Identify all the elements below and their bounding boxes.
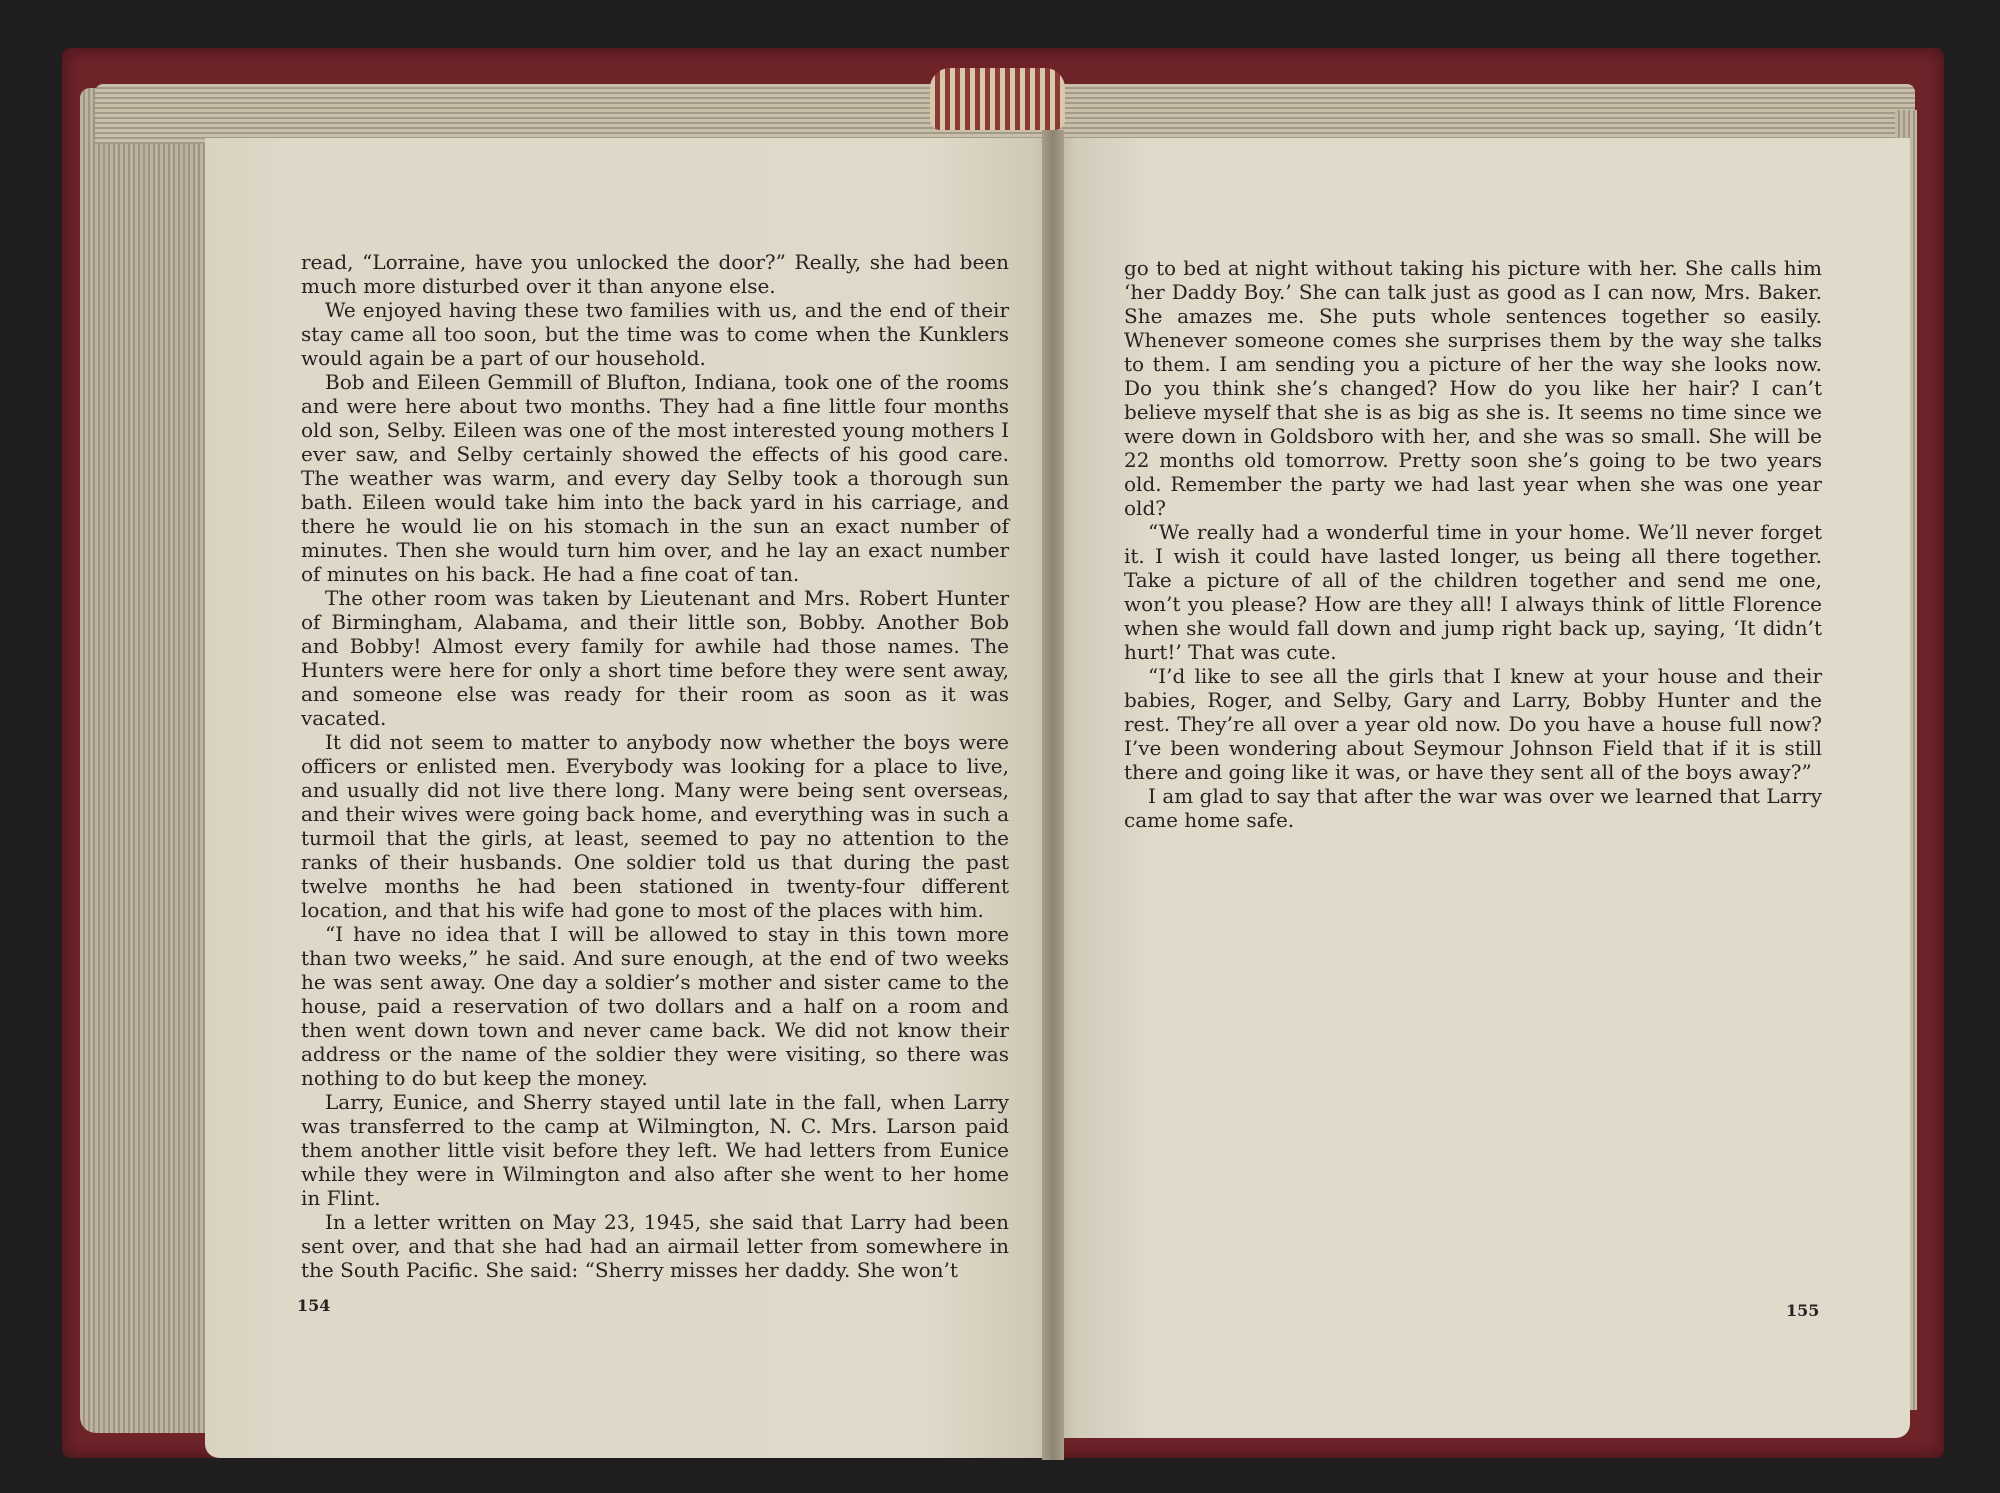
book-gutter [1042, 130, 1064, 1460]
page-edges-top-right [1055, 84, 1915, 140]
paragraph: read, “Lorraine, have you unlocked the door?” Really, she had been much more disturbed over it than anyone else. [301, 250, 1009, 298]
page-edges-top-left [95, 84, 1045, 144]
paragraph: In a letter written on May 23, 1945, she said that Larry had been sent over, and that she had had an airmail letter from somewhere in the South Pacific. She said: “Sherry misses her daddy. She won’t [301, 1210, 1009, 1282]
book-headband [930, 68, 1065, 130]
paragraph: It did not seem to matter to anybody now whether the boys were officers or enlisted men. Everybody was looking for a place to live, and usually did not live there long. Many were being sent overseas, and their wives were going back home, and everything was in such a turmoil that the girls, at least, seemed to pay no attention to the ranks of their husbands. One soldier told us that during the past twelve months he had been stationed in twenty-four different location, and that his wife had gone to most of the places with him. [301, 730, 1009, 922]
paragraph: go to bed at night without taking his picture with her. She calls him ‘her Daddy Boy.’ She can talk just as good as I can now, Mrs. Baker. She amazes me. She puts whole sentences together so easily. Whenever someone comes she surprises them by the way she talks to them. I am sending you a picture of her the way she looks now. Do you think she’s changed? How do you like her hair? I can’t believe myself that she is as big as she is. It seems no time since we were down in Goldsboro with her, and she was so small. She will be 22 months old tomorrow. Pretty soon she’s going to be two years old. Remember the party we had last year when she was one year old? [1124, 256, 1822, 520]
paragraph: Larry, Eunice, and Sherry stayed until late in the fall, when Larry was transferred to the camp at Wilmington, N. C. Mrs. Larson paid them another little visit before they left. We had letters from Eunice while they were in Wilmington and also after she went to her home in Flint. [301, 1090, 1009, 1210]
page-number: 155 [1786, 1301, 1820, 1320]
right-page-text [1124, 256, 1822, 832]
paragraph: “We really had a wonderful time in your home. We’ll never forget it. I wish it could have lasted longer, us being all there together. Take a picture of all of the children together and send me one, won’t you please? How are they all! I always think of little Florence when she would fall down and jump right back up, saying, ‘It didn’t hurt!’ That was cute. [1124, 520, 1822, 664]
right-page [1050, 138, 1910, 1438]
paragraph: We enjoyed having these two families with us, and the end of their stay came all too soon, but the time was to come when the Kunklers would again be a part of our household. [301, 298, 1009, 370]
paragraph: Bob and Eileen Gemmill of Blufton, Indiana, took one of the rooms and were here about two months. They had a fine little four months old son, Selby. Eileen was one of the most interested young mothers I ever saw, and Selby certainly showed the effects of his good care. The weather was warm, and every day Selby took a thorough sun bath. Eileen would take him into the back yard in his carriage, and there he would lie on his stomach in the sun an exact number of minutes. Then she would turn him over, and he lay an exact number of minutes on his back. He had a fine coat of tan. [301, 370, 1009, 586]
paragraph: “I’d like to see all the girls that I knew at your house and their babies, Roger, and Selby, Gary and Larry, Bobby Hunter and the rest. They’re all over a year old now. Do you have a house full now? I’ve been wondering about Seymour Johnson Field that if it is still there and going like it was, or have they sent all of the boys away?” [1124, 664, 1822, 784]
left-page [205, 138, 1060, 1458]
paragraph: “I have no idea that I will be allowed to stay in this town more than two weeks,” he said. And sure enough, at the end of two weeks he was sent away. One day a soldier’s mother and sister came to the house, paid a reservation of two dollars and a half on a room and then went down town and never came back. We did not know their address or the name of the soldier they were visiting, so there was nothing to do but keep the money. [301, 922, 1009, 1090]
paragraph: The other room was taken by Lieutenant and Mrs. Robert Hunter of Birmingham, Alabama, and their little son, Bobby. Another Bob and Bobby! Almost every family for awhile had those names. The Hunters were here for only a short time before they were sent away, and someone else was ready for their room as soon as it was vacated. [301, 586, 1009, 730]
page-number: 154 [297, 1296, 331, 1315]
left-page-text [301, 250, 1009, 1282]
paragraph: I am glad to say that after the war was over we learned that Larry came home safe. [1124, 784, 1822, 832]
